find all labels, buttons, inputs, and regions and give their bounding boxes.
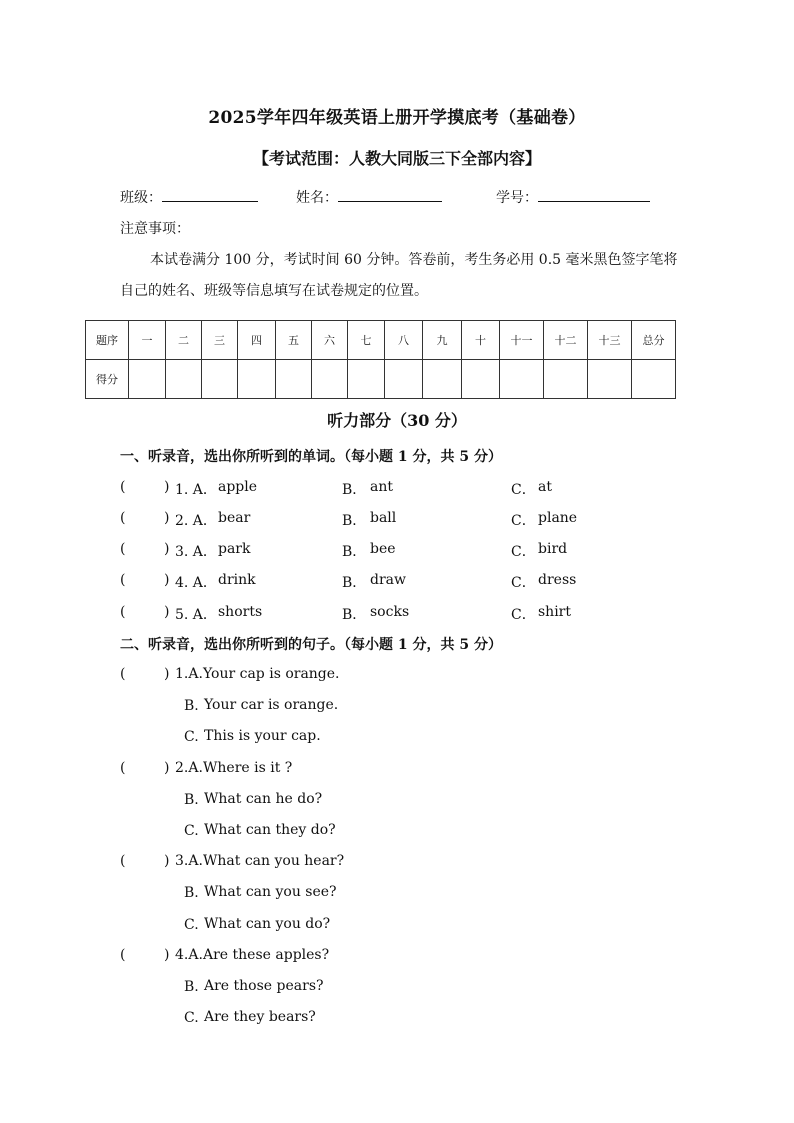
question-number: 5. A． [175,607,217,623]
listening-section-header: 听力部分（30 分） [327,411,467,430]
student-info-row [120,187,680,209]
score-cell[interactable] [238,360,276,399]
row-header-score: 得分 [86,360,129,399]
exam-scope: 【考试范围：人教大同版三下全部内容】 [252,149,541,168]
answer-paren-open: ( [120,541,126,557]
answer-paren-open: ( [120,604,126,620]
option-b: What can he do? [204,791,323,807]
score-table-header-row [86,321,676,360]
answer-paren-open: ( [120,947,126,963]
option-c-label: C． [511,513,536,529]
option-b-label: B. [184,885,199,901]
option-b-label: B． [342,607,367,623]
answer-paren-open: ( [120,760,126,776]
score-cell[interactable] [202,360,238,399]
option-c-label: C. [184,823,199,839]
option-b-label: B． [342,544,367,560]
notes-label: 注意事项： [120,221,190,237]
option-b: Your car is orange. [204,697,339,713]
option-b: socks [370,604,410,620]
class-blank[interactable] [162,187,258,202]
option-b: What can you see? [204,884,337,900]
option-b: ant [370,479,393,495]
option-a: What can you hear? [203,853,345,869]
option-b-label: B． [342,482,367,498]
question-number: 4. A． [175,575,217,591]
option-c: plane [538,510,578,526]
answer-paren-close: ) [164,541,170,557]
row-header-question: 题序 [86,321,129,360]
part1-question-1 [120,479,680,499]
option-b-label: B. [184,698,199,714]
answer-paren-close: ) [164,947,170,963]
option-b: ball [370,510,397,526]
answer-paren-close: ) [164,666,170,682]
question-number: 2.A. [175,760,203,776]
score-cell[interactable] [385,360,423,399]
column-header: 三 [202,321,238,360]
question-number: 3.A. [175,853,203,869]
option-c-label: C． [511,607,536,623]
option-c-label: C. [184,729,199,745]
option-c: Are they bears? [204,1009,316,1025]
answer-paren-open: ( [120,479,126,495]
option-b: Are those pears? [204,978,324,994]
score-cell[interactable] [544,360,588,399]
option-c: at [538,479,552,495]
column-header: 七 [348,321,385,360]
option-a: apple [218,479,258,495]
part1-question-3 [120,541,680,561]
part1-title: 一、听录音，选出你所听到的单词。（每小题 1 分，共 5 分） [120,449,502,465]
column-header: 九 [423,321,462,360]
notes-text: 本试卷满分 100 分，考试时间 60 分钟。答卷前，考生务必用 0.5 毫米黑色签字笔将自己的姓名、班级等信息填写在试卷规定的位置。 [120,252,678,299]
exam-title: 2025学年四年级英语上册开学摸底考（基础卷） [208,108,586,128]
option-b-label: B. [184,979,199,995]
part2-question-4 [120,947,680,967]
answer-paren-close: ) [164,572,170,588]
question-number: 2. A． [175,513,217,529]
answer-paren-close: ) [164,853,170,869]
option-c: dress [538,572,577,588]
score-table-score-row [86,360,676,399]
column-header: 十一 [500,321,544,360]
option-c-label: C． [511,575,536,591]
column-header: 二 [166,321,202,360]
option-c-label: C． [511,482,536,498]
option-c-label: C. [184,917,199,933]
score-cell[interactable] [129,360,166,399]
question-number: 1.A. [175,666,203,682]
score-cell[interactable] [500,360,544,399]
option-b-label: B． [342,513,367,529]
answer-paren-open: ( [120,572,126,588]
question-number: 3. A． [175,544,217,560]
answer-paren-open: ( [120,666,126,682]
score-cell[interactable] [312,360,348,399]
part2-question-3 [120,853,680,873]
column-header: 八 [385,321,423,360]
answer-paren-close: ) [164,510,170,526]
option-a: drink [218,572,256,588]
column-header: 十二 [544,321,588,360]
answer-paren-open: ( [120,510,126,526]
option-b: bee [370,541,396,557]
student-id-field[interactable] [496,187,650,207]
part1-question-5 [120,604,680,624]
score-cell[interactable] [276,360,312,399]
answer-paren-close: ) [164,604,170,620]
score-cell-total[interactable] [632,360,676,399]
option-c-label: C. [184,1010,199,1026]
option-a: park [218,541,251,557]
question-number: 1. A． [175,482,217,498]
name-field[interactable] [296,187,442,207]
name-blank[interactable] [338,187,442,202]
score-cell[interactable] [166,360,202,399]
option-c: What can you do? [204,916,331,932]
option-b-label: B． [342,575,367,591]
option-a: Where is it ? [203,760,293,776]
answer-paren-close: ) [164,760,170,776]
score-table [85,320,676,399]
column-header-total: 总分 [632,321,676,360]
question-number: 4.A. [175,947,203,963]
part1-question-4 [120,572,680,592]
column-header: 十三 [588,321,632,360]
student-id-blank[interactable] [538,187,650,202]
option-a: Are these apples? [203,947,330,963]
option-c: shirt [538,604,571,620]
option-c: bird [538,541,568,557]
option-c: This is your cap. [204,728,321,744]
option-c: What can they do? [204,822,336,838]
option-a: bear [218,510,251,526]
answer-paren-close: ) [164,479,170,495]
option-a: Your cap is orange. [203,666,340,682]
column-header: 五 [276,321,312,360]
class-label: 班级： [120,190,162,206]
name-label: 姓名： [296,190,338,206]
option-a: shorts [218,604,263,620]
column-header: 六 [312,321,348,360]
column-header: 四 [238,321,276,360]
student-id-label: 学号： [496,190,538,206]
part2-question-2 [120,760,680,780]
column-header: 十 [462,321,500,360]
option-c-label: C． [511,544,536,560]
score-cell[interactable] [588,360,632,399]
option-b-label: B. [184,792,199,808]
column-header: 一 [129,321,166,360]
answer-paren-open: ( [120,853,126,869]
score-cell[interactable] [348,360,385,399]
option-b: draw [370,572,406,588]
class-field[interactable] [120,187,258,207]
part2-question-1 [120,666,680,686]
score-cell[interactable] [423,360,462,399]
part1-question-2 [120,510,680,530]
part2-title: 二、听录音，选出你所听到的句子。（每小题 1 分，共 5 分） [120,637,502,653]
score-cell[interactable] [462,360,500,399]
